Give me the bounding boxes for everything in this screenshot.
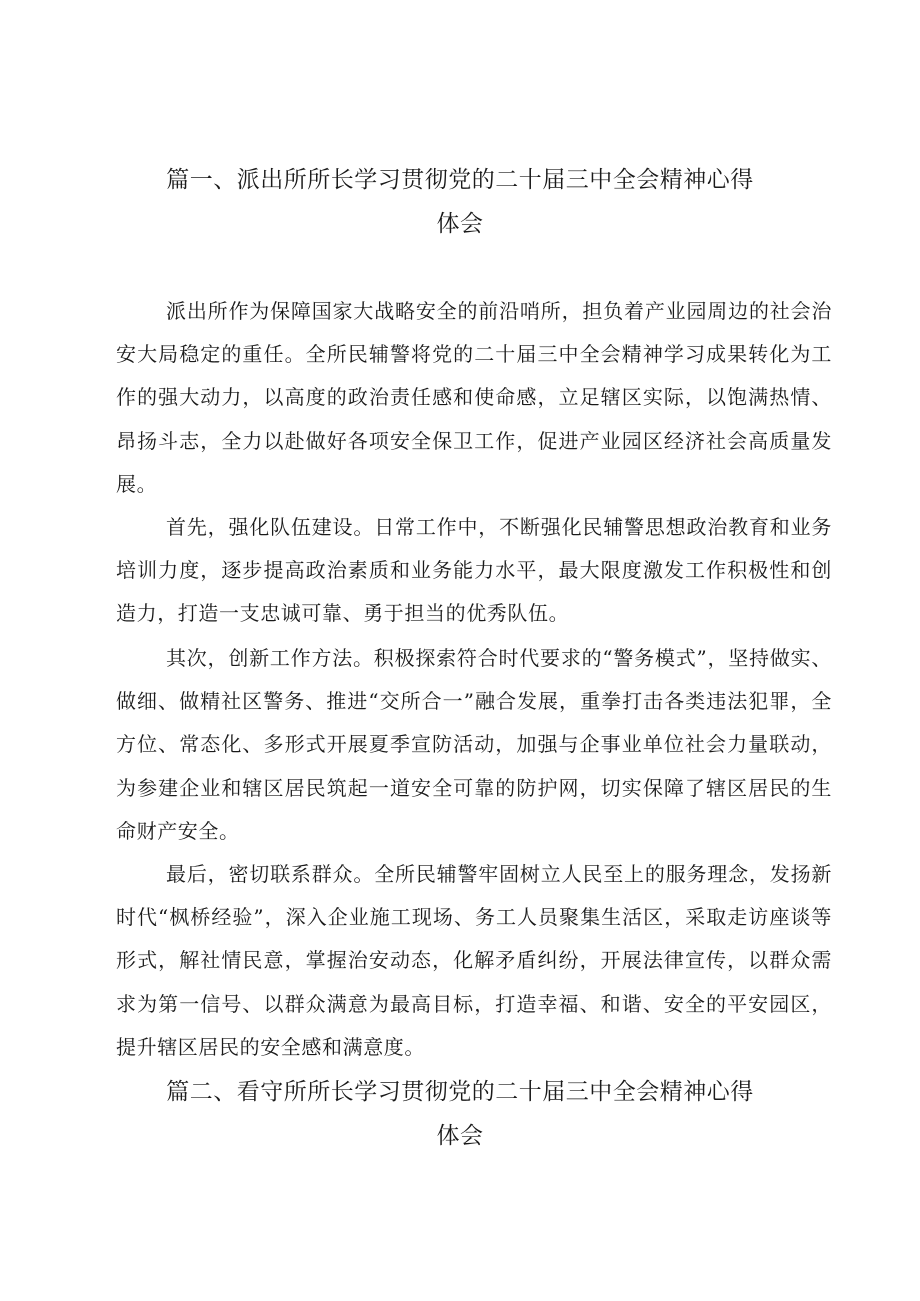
section-1-title-line-1: 篇一、派出所所长学习贯彻党的二十届三中全会精神心得	[166, 167, 754, 193]
paragraph-team-building: 首先，强化队伍建设。日常工作中，不断强化民辅警思想政治教育和业务培训力度，逐步提高政治素质和业务能力水平，最大限度激发工作积极性和创造力，打造一支忠诚可靠、勇于担当的优秀队伍。	[116, 515, 832, 626]
paragraph-mass-connection: 最后，密切联系群众。全所民辅警牢固树立人民至上的服务理念，发扬新时代“枫桥经验”，深入企业施工现场、务工人员聚集生活区，采取走访座谈等形式，解社情民意，掌握治安动态，化解矛盾纠纷，开展法律宣传，以群众需求为第一信号、以群众满意为最高目标，打造幸福、和谐、安全的平安园区，提升辖区居民的安全感和满意度。	[116, 862, 832, 1059]
section-1-title-line-2: 体会	[436, 211, 484, 237]
section-2-title-line-2: 体会	[436, 1123, 484, 1149]
paragraph-intro: 派出所作为保障国家大战略安全的前沿哨所，担负着产业园周边的社会治安大局稳定的重任。全所民辅警将党的二十届三中全会精神学习成果转化为工作的强大动力，以高度的政治责任感和使命感，立足辖区实际，以饱满热情、昂扬斗志，全力以赴做好各项安全保卫工作，促进产业园区经济社会高质量发展。	[116, 299, 832, 496]
section-1-title	[0, 158, 920, 246]
section-2-title	[0, 1070, 920, 1158]
section-2-title-line-1: 篇二、看守所所长学习贯彻党的二十届三中全会精神心得	[166, 1079, 754, 1105]
paragraph-work-methods: 其次，创新工作方法。积极探索符合时代要求的“警务模式”，坚持做实、做细、做精社区警务、推进“交所合一”融合发展，重拳打击各类违法犯罪，全方位、常态化、多形式开展夏季宣防活动，加强与企事业单位社会力量联动，为参建企业和辖区居民筑起一道安全可靠的防护网，切实保障了辖区居民的生命财产安全。	[116, 646, 832, 843]
